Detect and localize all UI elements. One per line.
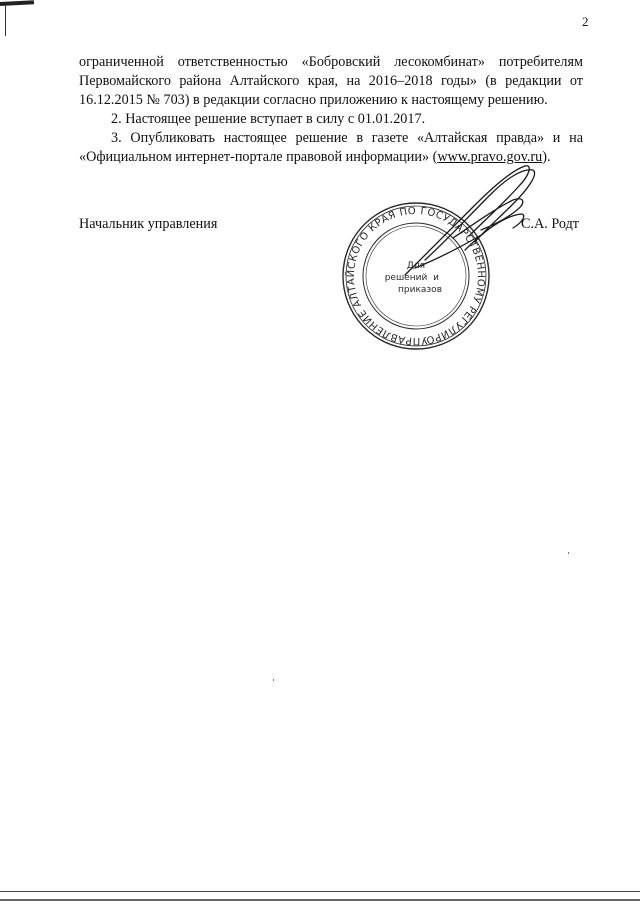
handwritten-signature <box>395 160 545 280</box>
paragraph-3-end: ). <box>542 149 551 165</box>
scan-artifact-left-edge <box>5 6 6 36</box>
seal-ring-text: УПРАВЛЕНИЕ АЛТАЙСКОГО КРАЯ ПО ГОСУДАРСТВЕННОМУ РЕГУЛИРОВАНИЮ <box>345 205 487 347</box>
pravo-link[interactable]: www.pravo.gov.ru <box>437 149 543 165</box>
scan-artifact-bottom-line-2 <box>0 899 640 901</box>
seal-center-line-1: Для <box>406 261 426 271</box>
scan-artifact-bottom-line <box>0 891 640 892</box>
seal-center-line-3: и <box>433 273 439 283</box>
signer-name: С.А. Родт <box>521 216 579 232</box>
paragraph-3-text: 3. Опубликовать настоящее решение в газете «Алтайская правда» и на «Официальном интернет-портале правовой информации» ( <box>79 130 583 165</box>
seal-center-line-4: приказов <box>398 285 442 295</box>
paragraph-2: 2. Настоящее решение вступает в силу с 01.01.2017. <box>111 111 426 127</box>
document-body <box>79 53 583 167</box>
page-number: 2 <box>582 14 589 29</box>
scan-speck <box>568 552 569 554</box>
signer-position: Начальник управления <box>79 216 218 232</box>
paragraph-continuation: ограниченной ответственностью «Бобровский лесокомбинат» потребителям Первомайского района Алтайского края, на 2016–2018 годы» (в редакции от 16.12.2015 № 703) в редакции согласно приложению к настоящему решению. <box>79 54 583 108</box>
scan-speck <box>273 679 274 681</box>
seal-center-line-2: решений <box>384 273 428 283</box>
